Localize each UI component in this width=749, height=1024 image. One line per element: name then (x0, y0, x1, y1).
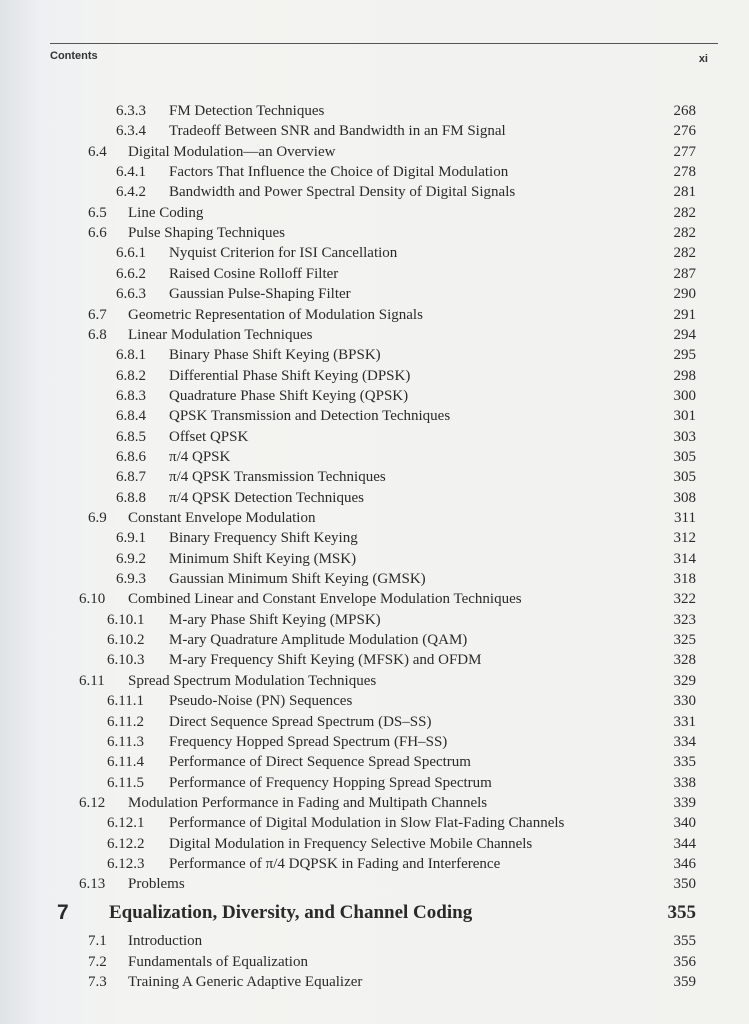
toc-entry-number: 6.9.2 (116, 550, 146, 567)
toc-entry-page: 355 (667, 902, 696, 924)
toc-entry (0, 142, 749, 162)
toc-entry (0, 162, 749, 182)
toc-entry (0, 834, 749, 854)
toc-entry (0, 243, 749, 263)
toc-entry (0, 569, 749, 589)
toc-entry-title: Frequency Hopped Spread Spectrum (FH–SS) (169, 733, 448, 750)
toc-entry-page: 291 (673, 306, 696, 323)
toc-entry-number: 6.11.4 (107, 754, 144, 771)
toc-entry (0, 508, 749, 528)
toc-entry-title: Pulse Shaping Techniques (128, 225, 285, 242)
toc-entry (0, 305, 749, 325)
toc-entry-page: 318 (673, 571, 696, 588)
toc-entry-number: 6.11 (79, 672, 105, 689)
toc-entry-title: Combined Linear and Constant Envelope Modulation Techniques (128, 591, 522, 608)
toc-entry (0, 447, 749, 467)
toc-entry-number: 7.1 (88, 933, 107, 950)
toc-entry (0, 793, 749, 813)
toc-entry-page: 294 (673, 326, 696, 343)
toc-entry-number: 6.11.2 (107, 713, 144, 730)
toc-entry (0, 549, 749, 569)
toc-entry-number: 6.8.2 (116, 367, 146, 384)
toc-entry-page: 325 (673, 632, 696, 649)
toc-entry-title: Factors That Influence the Choice of Digital Modulation (169, 164, 509, 181)
toc-entry-number: 6.9 (88, 510, 107, 526)
toc-entry-title: π/4 QPSK (169, 448, 231, 465)
toc-entry (0, 203, 749, 223)
toc-entry-page: 300 (673, 387, 696, 404)
header-section-title: Contents (50, 50, 98, 62)
toc-entry-title: Binary Frequency Shift Keying (169, 530, 358, 547)
toc-entry-title: Offset QPSK (169, 428, 249, 445)
toc-entry (0, 931, 749, 951)
toc-entry-page: 282 (673, 225, 696, 242)
toc-entry-title: M-ary Frequency Shift Keying (MFSK) and OFDM (169, 652, 482, 669)
toc-entry-number: 6.11.1 (107, 693, 144, 710)
toc-entry-page: 328 (673, 652, 696, 669)
toc-entry-page: 338 (673, 774, 696, 791)
toc-entry-title: Problems (128, 876, 185, 893)
toc-entry-page: 330 (673, 693, 696, 710)
toc-entry-number: 6.6.1 (116, 245, 146, 262)
toc-entry-page: 355 (673, 933, 696, 950)
toc-entry-number: 6.3.3 (116, 103, 146, 119)
toc-entry-title: Line Coding (128, 204, 204, 221)
toc-entry (0, 366, 749, 386)
toc-entry-number: 7.2 (88, 953, 107, 970)
toc-entry-number: 6.8 (88, 326, 107, 343)
toc-entry-title: Fundamentals of Equalization (128, 953, 308, 970)
toc-entry-title: M-ary Phase Shift Keying (MPSK) (169, 611, 381, 628)
toc-entry-number: 6.6 (88, 225, 107, 242)
toc-entry-title: Tradeoff Between SNR and Bandwidth in an FM Signal (169, 123, 506, 140)
toc-entry-title: QPSK Transmission and Detection Techniques (169, 408, 451, 425)
toc-entry-title: Gaussian Minimum Shift Keying (GMSK) (169, 571, 426, 588)
toc-entry-title: π/4 QPSK Transmission Techniques (169, 469, 386, 486)
toc-entry (0, 952, 749, 972)
toc-entry-number: 7.3 (88, 974, 107, 990)
toc-entry-title: Performance of Digital Modulation in Slow Flat-Fading Channels (169, 815, 565, 832)
toc-entry (0, 712, 749, 732)
toc-entry-page: 331 (673, 713, 696, 730)
toc-entry-number: 6.8.3 (116, 387, 146, 404)
toc-entry (0, 528, 749, 548)
toc-entry (0, 752, 749, 772)
toc-entry-number: 6.12 (79, 794, 106, 811)
toc-entry-page: 268 (673, 103, 696, 119)
toc-entry-title: Digital Modulation—an Overview (128, 143, 336, 160)
toc-entry-title: Gaussian Pulse-Shaping Filter (169, 286, 351, 303)
toc-entry (0, 589, 749, 609)
toc-entry-number: 6.3.4 (116, 123, 146, 140)
toc-entry-number: 7 (57, 901, 69, 925)
toc-entry-page: 282 (673, 204, 696, 221)
toc-entry-title: Quadrature Phase Shift Keying (QPSK) (169, 387, 409, 404)
toc-entry-title: Spread Spectrum Modulation Techniques (128, 672, 377, 689)
toc-entry-page: 308 (673, 489, 696, 506)
toc-entry-page: 346 (673, 855, 696, 872)
toc-entry-number: 6.4.1 (116, 164, 146, 181)
toc-entry (0, 427, 749, 447)
toc-entry-title: Constant Envelope Modulation (128, 510, 316, 526)
toc-entry-number: 6.11.3 (107, 733, 144, 750)
toc-entry-page: 281 (673, 184, 696, 201)
toc-entry-title: Linear Modulation Techniques (128, 326, 313, 343)
toc-entry-number: 6.8.1 (116, 347, 146, 364)
toc-entry-title: Performance of π/4 DQPSK in Fading and Interference (169, 855, 501, 872)
toc-entry-page: 276 (673, 123, 696, 140)
toc-entry-number: 6.6.3 (116, 286, 146, 303)
toc-entry (0, 773, 749, 793)
toc-entry (0, 121, 749, 141)
toc-entry-number: 6.9.3 (116, 571, 146, 588)
toc-entry-page: 277 (673, 143, 696, 160)
toc-entry-number: 6.8.8 (116, 489, 146, 506)
toc-entry-number: 6.7 (88, 306, 107, 323)
toc-entry-page: 359 (673, 974, 696, 990)
toc-entry-page: 305 (673, 469, 696, 486)
toc-entry-number: 6.11.5 (107, 774, 144, 791)
toc-entry (0, 182, 749, 202)
toc-entry-title: FM Detection Techniques (169, 103, 325, 119)
toc-entry (0, 345, 749, 365)
toc-entry-title: Training A Generic Adaptive Equalizer (128, 974, 363, 990)
toc-entry-page: 305 (673, 448, 696, 465)
toc-entry-title: Performance of Direct Sequence Spread Spectrum (169, 754, 471, 771)
toc-entry-page: 290 (673, 286, 696, 303)
toc-entry-number: 6.6.2 (116, 265, 146, 282)
toc-entry-page: 278 (673, 164, 696, 181)
toc-entry-page: 344 (673, 835, 696, 852)
toc-entry-number: 6.8.5 (116, 428, 146, 445)
toc-entry (0, 630, 749, 650)
toc-entry (0, 386, 749, 406)
toc-entry-title: Geometric Representation of Modulation Signals (128, 306, 423, 323)
toc-entry-page: 350 (673, 876, 696, 893)
toc-entry-number: 6.13 (79, 876, 106, 893)
toc-entry-page: 335 (673, 754, 696, 771)
toc-entry-title: Binary Phase Shift Keying (BPSK) (169, 347, 381, 364)
toc-entry-number: 6.12.2 (107, 835, 145, 852)
toc-entry (0, 874, 749, 894)
toc-entry-title: Pseudo-Noise (PN) Sequences (169, 693, 353, 710)
toc-entry-title: M-ary Quadrature Amplitude Modulation (QAM) (169, 632, 468, 649)
toc-entry (0, 813, 749, 833)
toc-entry-page: 322 (673, 591, 696, 608)
toc-entry (0, 101, 749, 121)
toc-entry-number: 6.10.2 (107, 632, 145, 649)
toc-entry-number: 6.10.3 (107, 652, 145, 669)
toc-entry-title: Equalization, Diversity, and Channel Coding (109, 902, 473, 924)
toc-entry-page: 295 (673, 347, 696, 364)
toc-entry-page: 356 (673, 953, 696, 970)
toc-entry-page: 339 (673, 794, 696, 811)
toc-entry (0, 223, 749, 243)
toc-entry-page: 303 (673, 428, 696, 445)
toc-entry-number: 6.4.2 (116, 184, 146, 201)
toc-entry (0, 264, 749, 284)
toc-entry-title: Differential Phase Shift Keying (DPSK) (169, 367, 411, 384)
toc-entry-title: Digital Modulation in Frequency Selective Mobile Channels (169, 835, 533, 852)
toc-entry-page: 334 (673, 733, 696, 750)
toc-entry-title: Bandwidth and Power Spectral Density of Digital Signals (169, 184, 516, 201)
toc-entry-page: 298 (673, 367, 696, 384)
toc-entry-page: 287 (673, 265, 696, 282)
toc-chapter-entry (0, 900, 749, 926)
toc-entry-page: 301 (673, 408, 696, 425)
toc-entry-number: 6.10.1 (107, 611, 145, 628)
toc-entry (0, 284, 749, 304)
toc-entry-page: 311 (674, 510, 696, 526)
toc-entry-number: 6.4 (88, 143, 107, 160)
toc-entry-number: 6.12.1 (107, 815, 145, 832)
toc-entry-number: 6.12.3 (107, 855, 145, 872)
toc-entry (0, 671, 749, 691)
toc-entry-title: Direct Sequence Spread Spectrum (DS–SS) (169, 713, 432, 730)
toc-entry-number: 6.8.6 (116, 448, 146, 465)
toc-entry-page: 312 (673, 530, 696, 547)
toc-entry (0, 650, 749, 670)
toc-entry-title: Performance of Frequency Hopping Spread Spectrum (169, 774, 492, 791)
toc-entry-page: 323 (673, 611, 696, 628)
toc-entry (0, 610, 749, 630)
toc-entry-page: 340 (673, 815, 696, 832)
toc-entry-number: 6.8.7 (116, 469, 146, 486)
toc-entry (0, 406, 749, 426)
toc-entry-title: Modulation Performance in Fading and Multipath Channels (128, 794, 488, 811)
toc-entry (0, 732, 749, 752)
toc-entry-number: 6.10 (79, 591, 106, 608)
header-page-number: xi (698, 53, 708, 65)
toc-entry (0, 972, 749, 992)
toc-entry (0, 854, 749, 874)
toc-entry-page: 329 (673, 672, 696, 689)
toc-entry-number: 6.5 (88, 204, 107, 221)
toc-entry-title: π/4 QPSK Detection Techniques (169, 489, 364, 506)
toc-entry-title: Nyquist Criterion for ISI Cancellation (169, 245, 398, 262)
toc-entry (0, 691, 749, 711)
toc-entry-title: Minimum Shift Keying (MSK) (169, 550, 357, 567)
toc-entry-page: 282 (673, 245, 696, 262)
toc-entry-title: Introduction (128, 933, 203, 950)
toc-entry-title: Raised Cosine Rolloff Filter (169, 265, 339, 282)
toc-entry-page: 314 (673, 550, 696, 567)
toc-entry-number: 6.9.1 (116, 530, 146, 547)
toc-entry-number: 6.8.4 (116, 408, 146, 425)
toc-entry (0, 325, 749, 345)
toc-entry (0, 488, 749, 508)
toc-entry (0, 467, 749, 487)
